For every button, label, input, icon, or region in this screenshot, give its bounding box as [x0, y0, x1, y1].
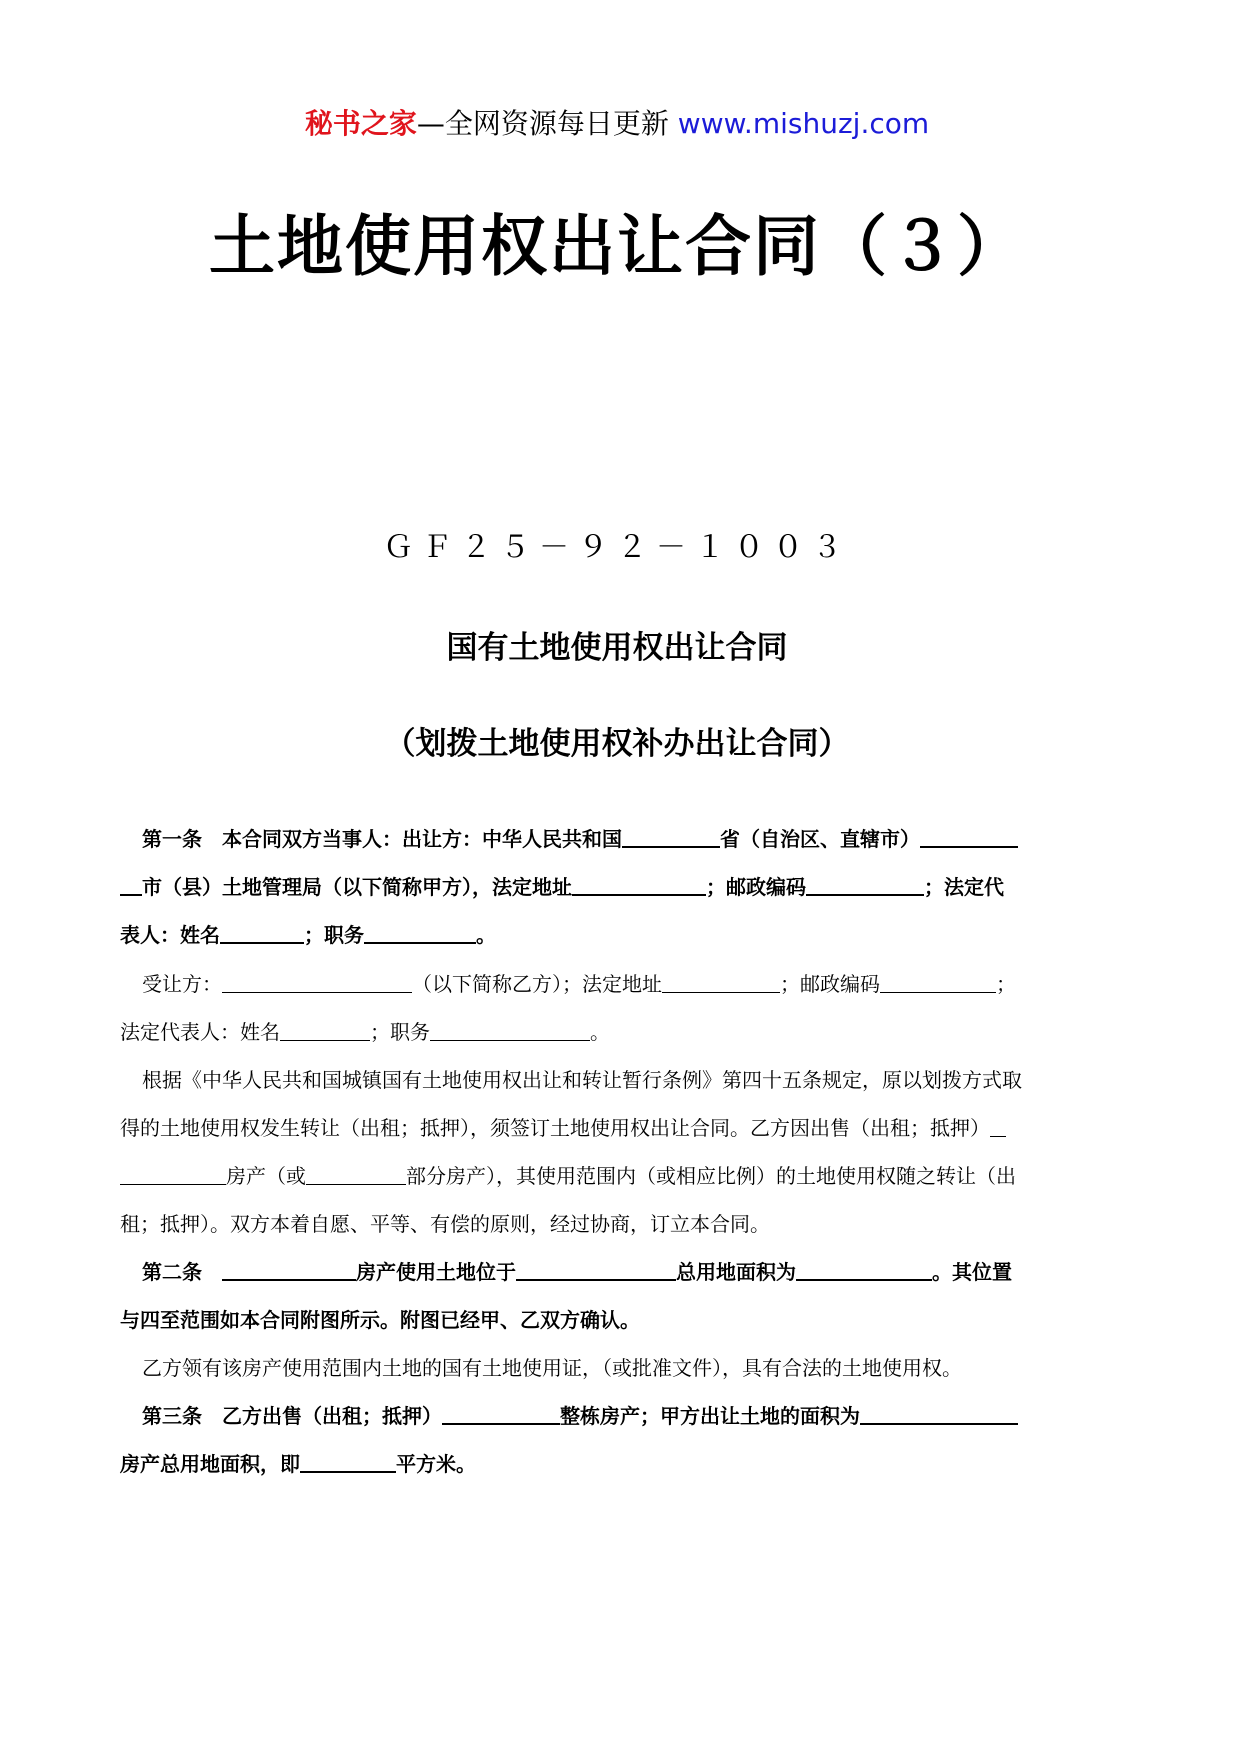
- article2-line1: [120, 1257, 1142, 1287]
- assignee-blank: [222, 972, 412, 993]
- article1-text: 得的土地使用权发生转让（出租；抵押），须签订土地使用权出让合同。乙方因出售（出租；抵押）: [120, 1116, 990, 1140]
- contract-subtitle: 国有土地使用权出让合同: [446, 630, 788, 666]
- postcode-blank: [806, 874, 924, 896]
- location-blank: [516, 1259, 676, 1281]
- article1-text: 房产（或: [226, 1164, 306, 1188]
- article1-text: 法定代表人：姓名: [120, 1020, 280, 1044]
- article1-text: 。: [476, 923, 496, 947]
- article3-text: 房产总用地面积，即: [120, 1452, 300, 1476]
- position-blank: [364, 922, 476, 944]
- address-blank: [572, 874, 706, 896]
- article1-text: 第一条 本合同双方当事人：出让方：中华人民共和国: [142, 827, 622, 851]
- property-blank: [120, 1164, 226, 1185]
- article2-line2: [120, 1305, 1120, 1335]
- article1-text: ；: [996, 972, 1016, 996]
- county-blank: [120, 874, 142, 896]
- article2-line3: [120, 1353, 1142, 1383]
- article1-text: ；法定代: [924, 875, 1004, 899]
- form-code: ＧＦ２５－９２－１００３: [383, 530, 851, 565]
- article1-line1: [120, 824, 1142, 854]
- article1-line5: [120, 1017, 1120, 1047]
- article1-line7: [120, 1113, 1120, 1143]
- property-blank: [990, 1116, 1006, 1137]
- article1-text: ；职务: [304, 923, 364, 947]
- name-blank: [220, 922, 304, 944]
- article1-text: ；邮政编码: [706, 875, 806, 899]
- article1-text: 租；抵押）。双方本着自愿、平等、有偿的原则，经过协商，订立本合同。: [120, 1212, 770, 1236]
- name-blank: [280, 1020, 370, 1041]
- contract-subtitle-paren: （划拨土地使用权补办出让合同）: [384, 726, 850, 762]
- article1-line3: [120, 920, 1120, 950]
- position-blank: [430, 1020, 590, 1041]
- property-blank: [442, 1403, 560, 1425]
- article1-text: ；邮政编码: [780, 972, 880, 996]
- article1-line9: [120, 1209, 1120, 1239]
- article1-text: 受让方：: [142, 972, 222, 996]
- article1-text: （以下简称乙方）；法定地址: [412, 972, 662, 996]
- article1-text: 根据《中华人民共和国城镇国有土地使用权出让和转让暂行条例》第四十五条规定，原以划拨方式取: [142, 1068, 1022, 1092]
- main-title: 土地使用权出让合同（３）: [209, 208, 1025, 285]
- article2-text: 总用地面积为: [676, 1260, 796, 1284]
- article2-text: 第二条: [142, 1260, 202, 1284]
- site-banner: [0, 104, 1234, 144]
- article1-text: 省（自治区、直辖市）: [720, 827, 920, 851]
- banner-brand: 秘书之家: [304, 107, 417, 140]
- article1-text: 部分房产），其使用范围内（或相应比例）的土地使用权随之转让（出: [406, 1164, 1016, 1188]
- article3-text: 第三条 乙方出售（出租；抵押）: [142, 1404, 442, 1428]
- article3-line2: [120, 1449, 1120, 1479]
- banner-url-link[interactable]: www.mishuzj.com: [677, 107, 930, 140]
- partial-property-blank: [306, 1164, 406, 1185]
- article2-text: 。其位置: [932, 1260, 1012, 1284]
- article2-text: 乙方领有该房产使用范围内土地的国有土地使用证，（或批准文件），具有合法的土地使用权。: [142, 1356, 962, 1380]
- postcode-blank: [880, 972, 996, 993]
- province-blank: [622, 826, 720, 848]
- article1-text: 。: [590, 1020, 610, 1044]
- property-blank: [222, 1259, 356, 1281]
- article1-line6: [120, 1065, 1142, 1095]
- article1-text: ；职务: [370, 1020, 430, 1044]
- article2-text: 房产使用土地位于: [356, 1260, 516, 1284]
- square-meter-blank: [300, 1451, 396, 1473]
- area-blank: [860, 1403, 1018, 1425]
- banner-slogan: —全网资源每日更新: [416, 107, 669, 140]
- article1-text: 市（县）土地管理局（以下简称甲方），法定地址: [142, 875, 572, 899]
- article1-line2: [120, 872, 1120, 902]
- address-blank: [662, 972, 780, 993]
- article1-line4: [120, 969, 1142, 999]
- article3-text: 平方米。: [396, 1452, 476, 1476]
- city-blank: [920, 826, 1018, 848]
- article3-line1: [120, 1401, 1142, 1431]
- article2-text: 与四至范围如本合同附图所示。附图已经甲、乙双方确认。: [120, 1308, 640, 1332]
- article3-text: 整栋房产；甲方出让土地的面积为: [560, 1404, 860, 1428]
- article1-line8: [120, 1161, 1120, 1191]
- article1-text: 表人：姓名: [120, 923, 220, 947]
- area-blank: [796, 1259, 932, 1281]
